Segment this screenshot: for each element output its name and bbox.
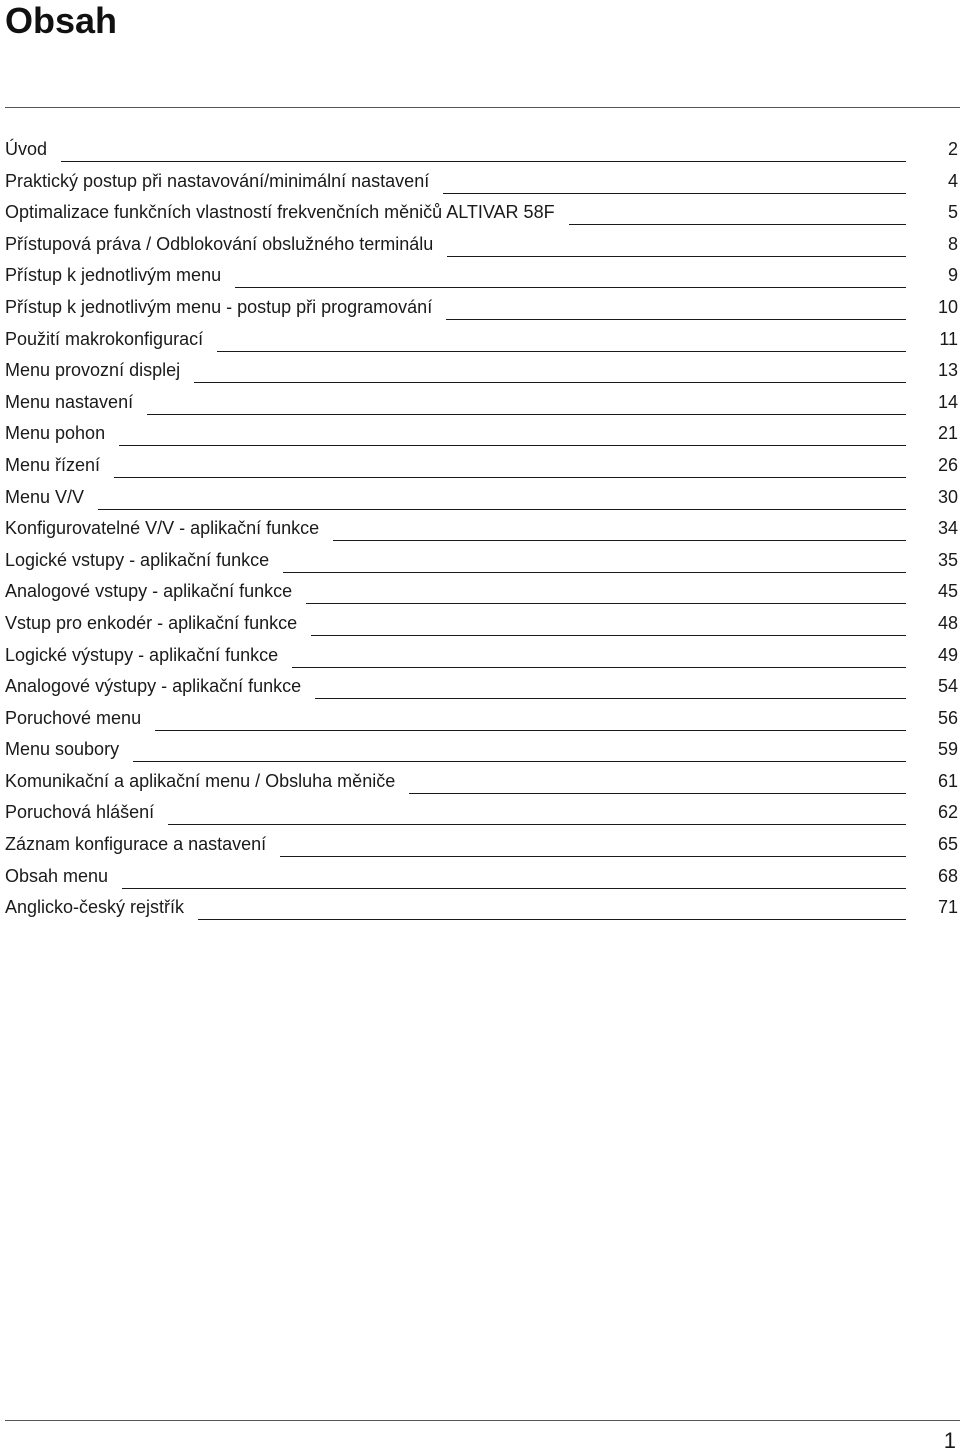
toc-leader-line [114, 477, 906, 478]
toc-entry-page: 35 [937, 549, 958, 570]
toc-entry-title: Optimalizace funkčních vlastností frekvenčních měničů ALTIVAR 58F [5, 202, 555, 223]
toc-entry-page: 9 [947, 265, 958, 286]
toc-entry-page: 26 [937, 454, 958, 475]
toc-entry[interactable] [5, 640, 958, 672]
toc-entry[interactable] [5, 292, 958, 324]
toc-entry-page: 71 [937, 897, 958, 918]
toc-entry-page: 54 [937, 676, 958, 697]
toc-entry[interactable] [5, 387, 958, 419]
toc-entry-title: Přístup k jednotlivým menu - postup při programování [5, 296, 433, 317]
table-of-contents [5, 134, 958, 924]
toc-leader-line [283, 572, 906, 573]
toc-entry[interactable] [5, 671, 958, 703]
toc-leader-line [168, 824, 906, 825]
toc-leader-line [61, 161, 906, 162]
toc-entry-page: 62 [937, 802, 958, 823]
toc-entry-title: Úvod [5, 139, 48, 159]
toc-entry[interactable] [5, 766, 958, 798]
toc-entry-title: Poruchová hlášení [5, 802, 155, 823]
toc-entry-page: 45 [937, 581, 958, 602]
toc-entry[interactable] [5, 797, 958, 829]
toc-entry-page: 2 [947, 139, 958, 159]
toc-entry[interactable] [5, 703, 958, 735]
toc-entry[interactable] [5, 197, 958, 229]
toc-leader-line [98, 509, 906, 510]
toc-entry-title: Analogové vstupy - aplikační funkce [5, 581, 293, 602]
toc-entry[interactable] [5, 861, 958, 893]
toc-entry-page: 68 [937, 865, 958, 886]
toc-entry-page: 5 [947, 202, 958, 223]
toc-leader-line [122, 888, 906, 889]
toc-entry-page: 49 [937, 644, 958, 665]
toc-entry-page: 56 [937, 707, 958, 728]
toc-entry-title: Menu V/V [5, 486, 85, 507]
toc-leader-line [217, 351, 906, 352]
toc-leader-line [198, 919, 906, 920]
toc-entry-title: Menu provozní displej [5, 360, 181, 381]
toc-entry[interactable] [5, 576, 958, 608]
toc-leader-line [446, 319, 906, 320]
toc-entry[interactable] [5, 892, 958, 924]
toc-entry-title: Přístupová práva / Odblokování obslužného terminálu [5, 233, 434, 254]
toc-entry-page: 4 [947, 170, 958, 191]
toc-entry-title: Přístup k jednotlivým menu [5, 265, 222, 286]
toc-leader-line [292, 667, 906, 668]
toc-leader-line [280, 856, 906, 857]
toc-entry-title: Poruchové menu [5, 707, 142, 728]
toc-entry-title: Konfigurovatelné V/V - aplikační funkce [5, 518, 320, 539]
toc-entry[interactable] [5, 134, 958, 166]
toc-leader-line [443, 193, 906, 194]
toc-entry-page: 13 [937, 360, 958, 381]
toc-entry[interactable] [5, 260, 958, 292]
toc-entry[interactable] [5, 513, 958, 545]
toc-entry-page: 14 [937, 391, 958, 412]
toc-entry-title: Použití makrokonfigurací [5, 328, 204, 349]
toc-entry[interactable] [5, 450, 958, 482]
toc-leader-line [569, 224, 906, 225]
page-number: 1 [943, 1428, 956, 1453]
toc-leader-line [315, 698, 906, 699]
toc-entry[interactable] [5, 324, 958, 356]
toc-leader-line [147, 414, 906, 415]
toc-entry-page: 65 [937, 834, 958, 855]
toc-entry-title: Anglicko-český rejstřík [5, 897, 185, 918]
toc-entry-title: Záznam konfigurace a nastavení [5, 834, 267, 855]
toc-entry-title: Praktický postup při nastavování/minimální nastavení [5, 170, 430, 191]
toc-entry[interactable] [5, 482, 958, 514]
toc-entry[interactable] [5, 545, 958, 577]
toc-entry-title: Logické vstupy - aplikační funkce [5, 549, 270, 570]
toc-entry-page: 11 [939, 328, 958, 349]
toc-entry[interactable] [5, 734, 958, 766]
toc-leader-line [409, 793, 906, 794]
toc-entry-page: 30 [937, 486, 958, 507]
toc-entry-page: 61 [937, 770, 958, 791]
toc-entry[interactable] [5, 608, 958, 640]
toc-entry-page: 21 [937, 423, 958, 444]
toc-leader-line [333, 540, 906, 541]
bottom-divider [5, 1420, 960, 1421]
page-title: Obsah [5, 0, 118, 41]
toc-entry-page: 34 [937, 518, 958, 539]
toc-entry[interactable] [5, 829, 958, 861]
toc-entry-title: Logické výstupy - aplikační funkce [5, 644, 279, 665]
toc-leader-line [133, 761, 906, 762]
toc-leader-line [155, 730, 906, 731]
toc-leader-line [311, 635, 906, 636]
toc-entry-title: Obsah menu [5, 865, 109, 886]
toc-entry-title: Menu řízení [5, 454, 101, 475]
toc-entry[interactable] [5, 229, 958, 261]
toc-entry-title: Menu pohon [5, 423, 106, 444]
toc-leader-line [306, 603, 906, 604]
toc-entry[interactable] [5, 355, 958, 387]
toc-leader-line [119, 445, 906, 446]
toc-leader-line [194, 382, 906, 383]
toc-entry[interactable] [5, 418, 958, 450]
toc-entry-title: Analogové výstupy - aplikační funkce [5, 676, 302, 697]
toc-leader-line [235, 287, 906, 288]
toc-entry-title: Komunikační a aplikační menu / Obsluha měniče [5, 770, 396, 791]
toc-entry-title: Vstup pro enkodér - aplikační funkce [5, 612, 298, 633]
toc-entry-title: Menu soubory [5, 739, 120, 760]
top-divider [5, 107, 960, 108]
toc-entry-page: 48 [937, 612, 958, 633]
toc-entry-title: Menu nastavení [5, 391, 134, 412]
toc-entry-page: 10 [937, 296, 958, 317]
toc-entry[interactable] [5, 166, 958, 198]
toc-leader-line [447, 256, 906, 257]
toc-entry-page: 59 [937, 739, 958, 760]
toc-entry-page: 8 [947, 233, 958, 254]
